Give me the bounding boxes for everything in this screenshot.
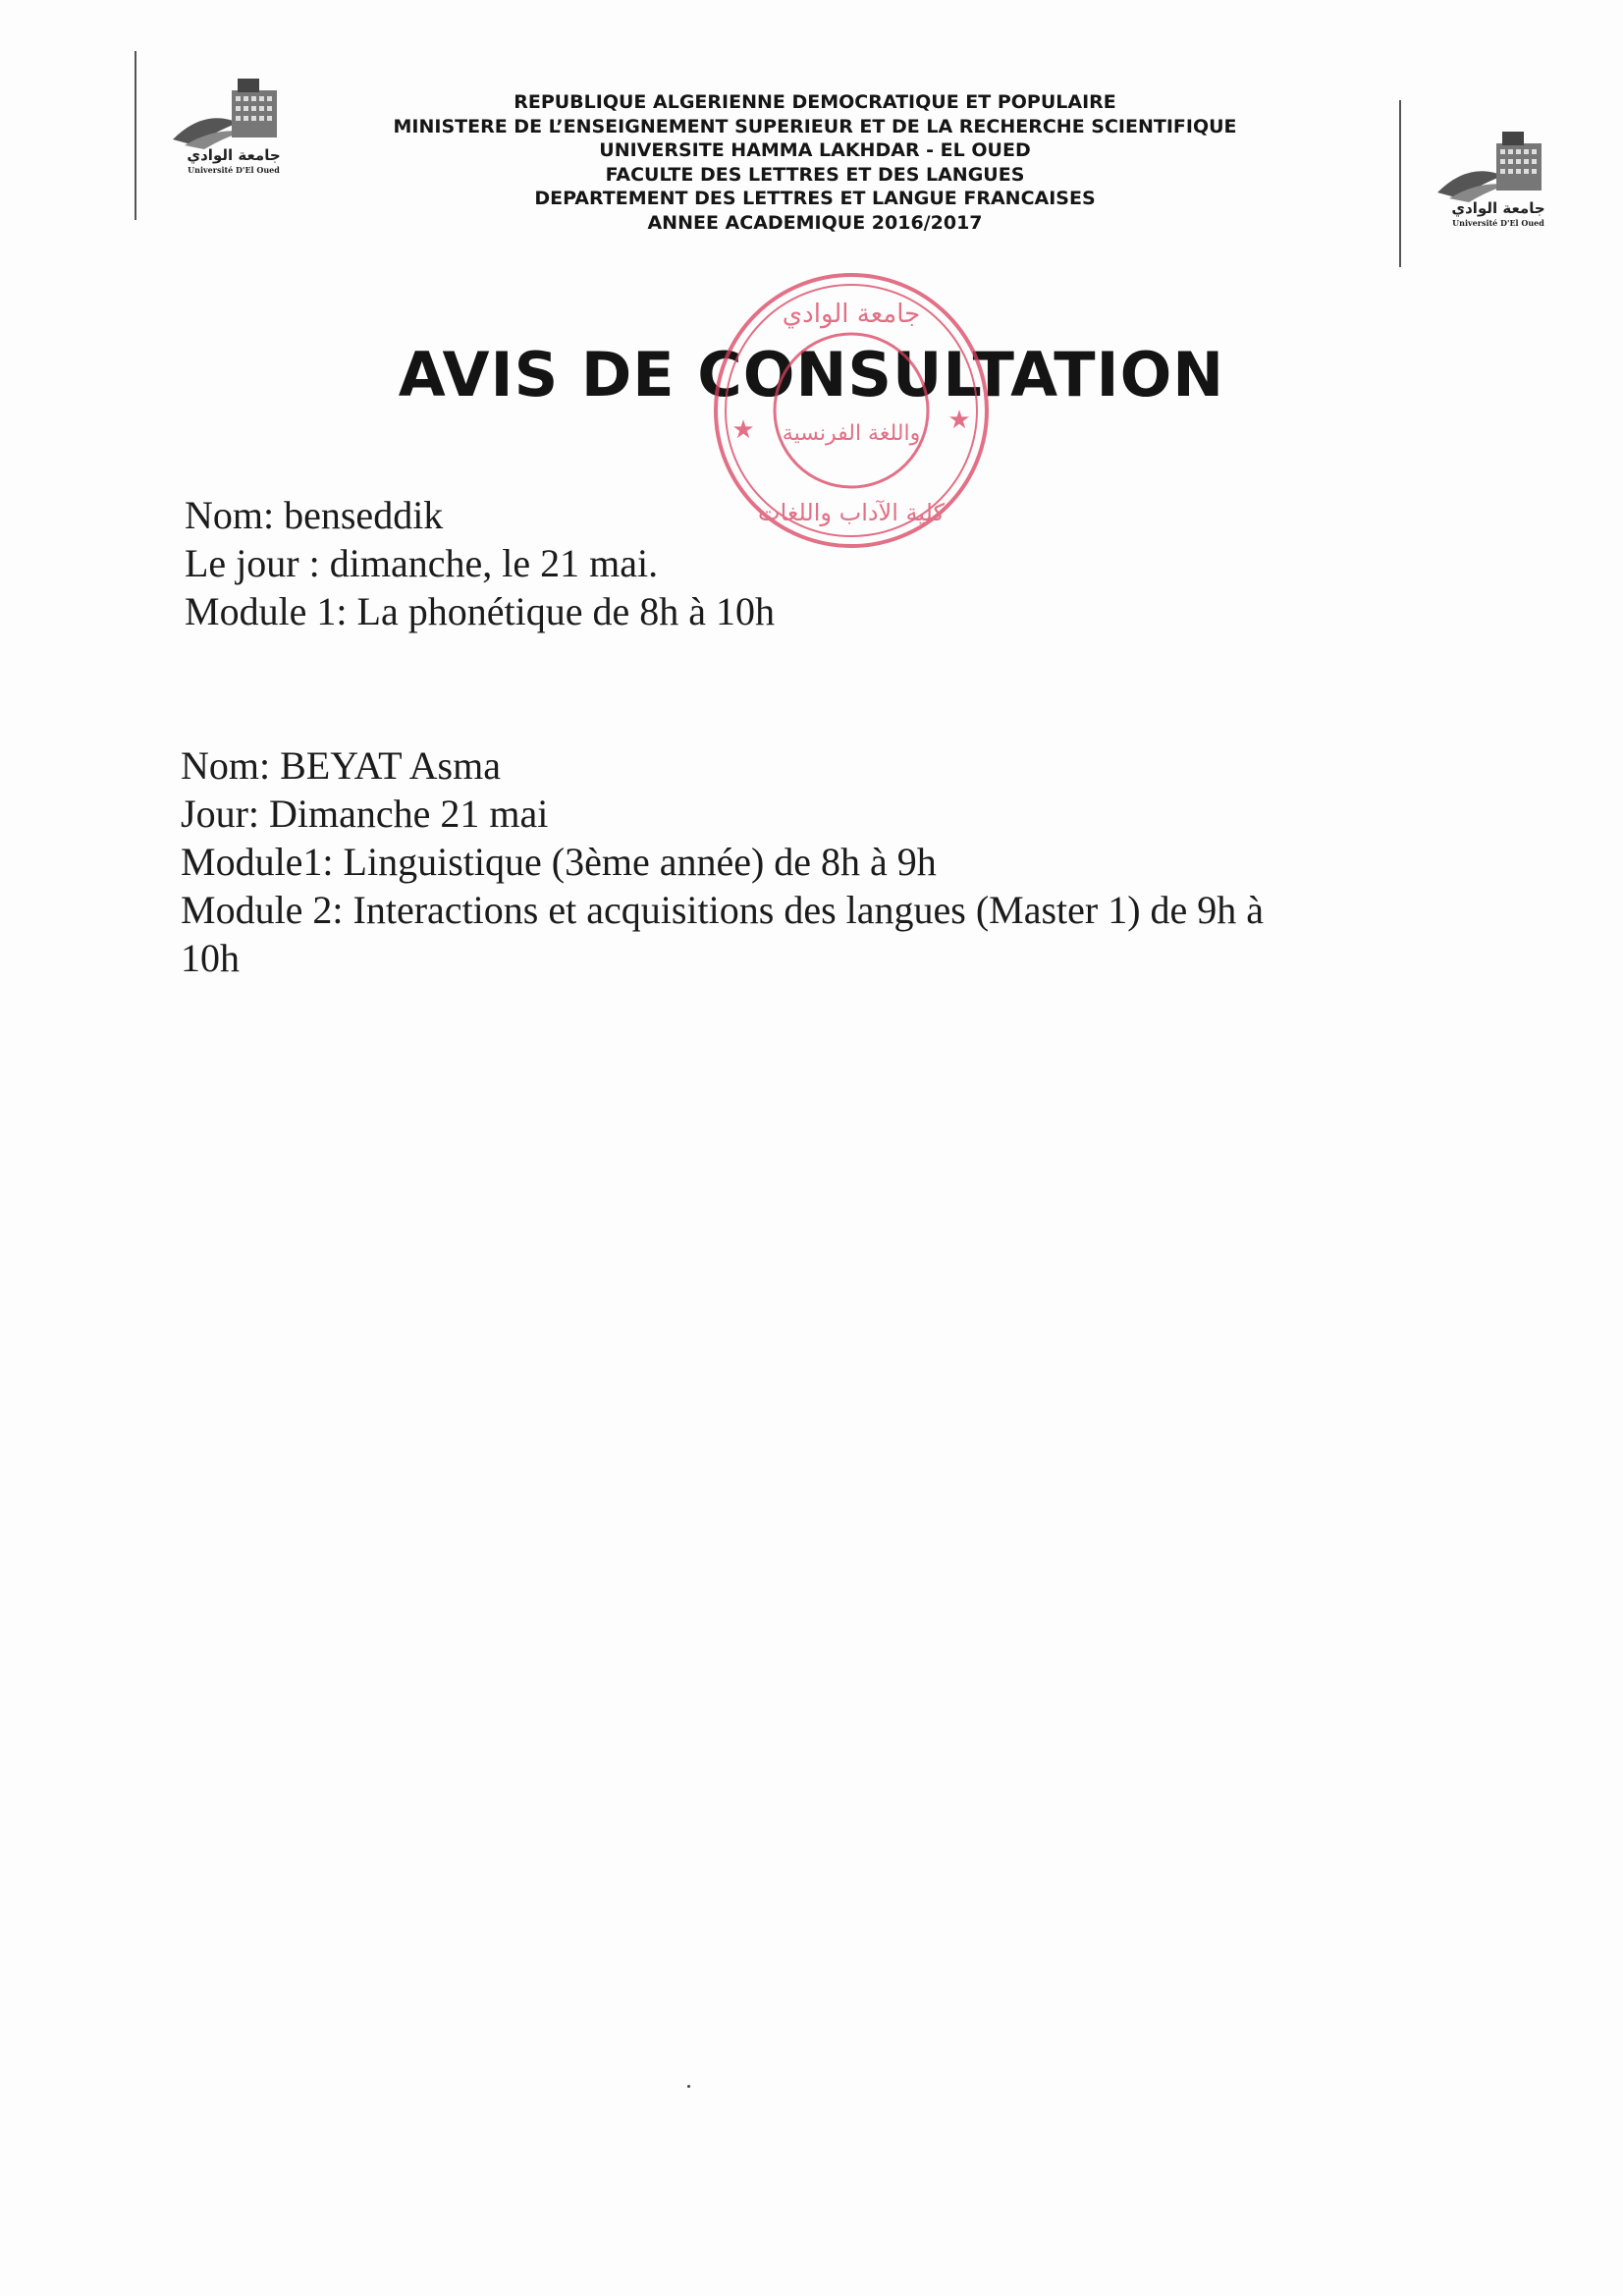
entry-1-module-1: Module 1: La phonétique de 8h à 10h xyxy=(185,589,775,633)
university-logo-left xyxy=(165,69,312,177)
svg-text:جامعة الوادي: جامعة الوادي xyxy=(1451,199,1545,217)
header-line-ministry: MINISTERE DE L’ENSEIGNEMENT SUPERIEUR ET DE LA RECHERCHE SCIENTIFIQUE xyxy=(393,115,1237,137)
university-logo-right xyxy=(1430,122,1577,230)
university-logo-icon xyxy=(165,69,312,177)
consultation-entry-2 xyxy=(181,741,1264,982)
svg-text:جامعة الوادي: جامعة الوادي xyxy=(782,300,921,329)
svg-text:★: ★ xyxy=(947,406,971,435)
institution-header xyxy=(295,90,1335,235)
svg-text:كلية الآداب واللغات: كلية الآداب واللغات xyxy=(757,499,946,526)
university-logo-icon xyxy=(1430,122,1577,230)
svg-text:Université D'El Oued: Université D'El Oued xyxy=(188,165,280,175)
header-line-academic-year: ANNEE ACADEMIQUE 2016/2017 xyxy=(647,211,983,234)
header-line-department: DEPARTEMENT DES LETTRES ET LANGUE FRANCAISES xyxy=(534,188,1096,209)
entry-1-day: Le jour : dimanche, le 21 mai. xyxy=(185,541,659,585)
scan-speck xyxy=(687,2085,690,2088)
entry-2-name: Nom: BEYAT Asma xyxy=(181,743,501,788)
right-margin-line xyxy=(1399,100,1401,267)
svg-text:جامعة الوادي: جامعة الوادي xyxy=(187,146,281,164)
left-margin-line xyxy=(135,51,136,220)
header-line-republic: REPUBLIQUE ALGERIENNE DEMOCRATIQUE ET POPULAIRE xyxy=(514,91,1116,113)
entry-2-module-1: Module1: Linguistique (3ème année) de 8h à 9h xyxy=(181,840,937,884)
svg-text:★: ★ xyxy=(731,415,755,445)
entry-1-name: Nom: benseddik xyxy=(185,493,444,537)
document-title: AVIS DE CONSULTATION xyxy=(398,339,1225,410)
entry-2-module-2: Module 2: Interactions et acquisitions des langues (Master 1) de 9h à xyxy=(181,888,1265,932)
header-line-faculty: FACULTE DES LETTRES ET DES LANGUES xyxy=(605,163,1025,186)
header-line-university: UNIVERSITE HAMMA LAKHDAR - EL OUED xyxy=(599,139,1031,161)
svg-text:واللغة الفرنسية: واللغة الفرنسية xyxy=(782,421,921,446)
consultation-entry-1 xyxy=(185,491,775,635)
svg-text:Université D'El Oued: Université D'El Oued xyxy=(1452,218,1544,228)
entry-2-module-2-continued: 10h xyxy=(181,936,240,980)
entry-2-day: Jour: Dimanche 21 mai xyxy=(181,792,549,836)
